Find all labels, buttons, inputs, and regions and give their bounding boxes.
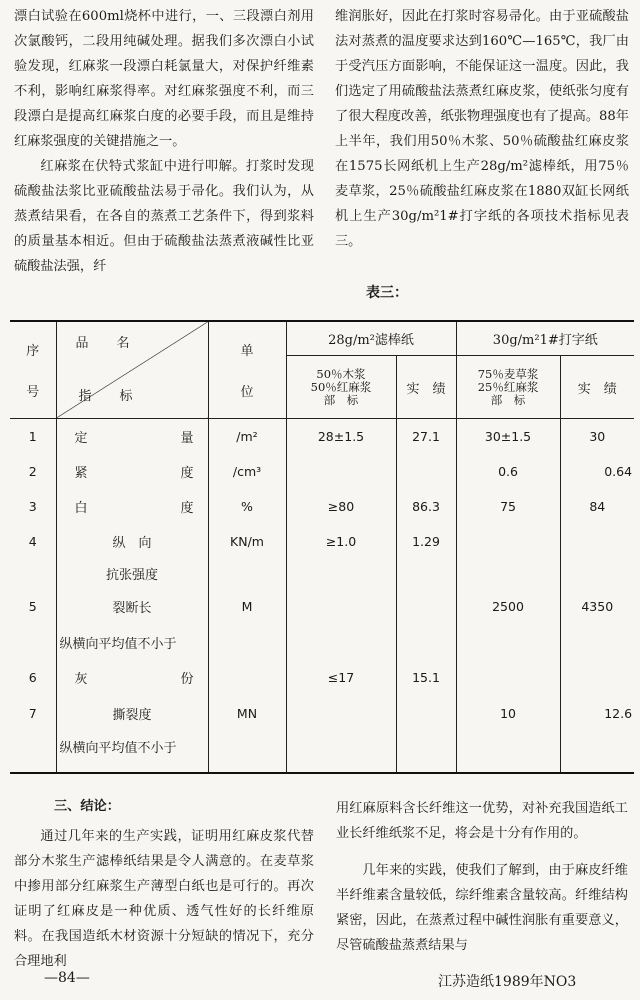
table-caption: 表三： [366, 285, 408, 301]
table-body [10, 419, 634, 773]
row-actual-1 [396, 695, 456, 730]
row-name: 抗张强度 [56, 558, 208, 589]
table-row [10, 660, 634, 695]
header-group2-actual: 实 绩 [560, 356, 634, 419]
header-filter-rod-paper: 28g/m²滤棒纸 [286, 321, 456, 356]
row-seq: 7 [10, 695, 56, 730]
table-row [10, 419, 634, 454]
row-unit: M [208, 589, 286, 624]
table-row [10, 695, 634, 730]
header-product-name: 品名 [75, 336, 158, 351]
table-row [10, 589, 634, 624]
row-actual-2: 4350 [560, 589, 634, 624]
row-unit: KN/m [208, 525, 286, 558]
header-indicator: 指标 [78, 389, 161, 404]
row-actual-2: 0.64 [560, 454, 634, 489]
row-actual-1: 27.1 [396, 419, 456, 454]
row-actual-2: 30 [560, 419, 634, 454]
row-seq: 3 [10, 489, 56, 524]
header-diagonal [56, 321, 208, 419]
row-name: 纵横向平均值不小于 [56, 731, 208, 773]
table-row [10, 489, 634, 524]
left-column-bottom [14, 796, 314, 974]
row-name: 纵 向 [56, 525, 208, 558]
section-heading-conclusion: 三、结论： [54, 799, 120, 814]
row-standard-2 [456, 525, 560, 558]
row-name: 撕裂度 [56, 695, 208, 730]
row-unit: /cm³ [208, 454, 286, 489]
header-group1-standard: 50％木浆 50％红麻浆 部 标 [286, 356, 396, 419]
row-unit [208, 660, 286, 695]
row-standard-1: ≥1.0 [286, 525, 396, 558]
row-name: 定 量 [56, 419, 208, 454]
header-seq: 序 号 [10, 321, 56, 419]
row-standard-1 [286, 589, 396, 624]
row-standard-2: 30±1.5 [456, 419, 560, 454]
row-actual-2: 84 [560, 489, 634, 524]
row-standard-1: ≤17 [286, 660, 396, 695]
row-standard-2: 75 [456, 489, 560, 524]
paragraph-conclusion: 通过几年来的生产实践，证明用红麻皮浆代替部分木浆生产滤棒纸结果是令人满意的。在麦草浆中掺用部分红麻浆生产薄型白纸也是可行的。再次证明了红麻皮是一种优质、透气性好的长纤维原料。在我国造纸木材资源十分短缺的情况下，充分合理地利 [14, 829, 314, 969]
header-group1-actual: 实 绩 [396, 356, 456, 419]
header-typing-paper: 30g/m²1#打字纸 [456, 321, 634, 356]
table-row [10, 558, 634, 589]
row-unit: /m² [208, 419, 286, 454]
row-name: 纵横向平均值不小于 [56, 625, 208, 660]
row-actual-1: 15.1 [396, 660, 456, 695]
header-unit: 单 位 [208, 321, 286, 419]
row-standard-2 [456, 660, 560, 695]
row-standard-1: ≥80 [286, 489, 396, 524]
row-standard-1: 28±1.5 [286, 419, 396, 454]
left-column-top [14, 4, 314, 279]
table-row [10, 454, 634, 489]
row-actual-1: 1.29 [396, 525, 456, 558]
right-column-top [335, 4, 629, 254]
row-name: 灰 份 [56, 660, 208, 695]
paragraph-beating: 红麻浆在伏特式浆缸中进行叩解。打浆时发现硫酸盐法浆比亚硫酸盐法易于帚化。我们认为，从蒸煮结果看，在各自的蒸煮工艺条件下，得到浆料的质量基本相近。但由于硫酸盐法蒸煮液碱性比亚硫酸盐法强，纤 [14, 159, 314, 274]
row-name: 裂断长 [56, 589, 208, 624]
row-name: 白 度 [56, 489, 208, 524]
row-actual-2 [560, 660, 634, 695]
table-header [10, 321, 634, 419]
row-actual-1 [396, 589, 456, 624]
row-actual-1: 86.3 [396, 489, 456, 524]
paragraph-bleaching: 漂白试验在600ml烧杯中进行，一、三段漂白剂用次氯酸钙，二段用纯碱处理。据我们多次漂白小试验发现，红麻浆一段漂白耗氯量大，对保护纤维素不利，影响红麻浆得率。对红麻浆强度不利，而三段漂白是提高红麻浆白度的必要手段，而且是维持红麻浆强度的关键措施之一。 [14, 9, 314, 149]
row-seq: 2 [10, 454, 56, 489]
row-seq: 1 [10, 419, 56, 454]
row-standard-1 [286, 695, 396, 730]
row-actual-1 [396, 454, 456, 489]
row-seq: 5 [10, 589, 56, 624]
page-number: —84— [44, 970, 90, 986]
paragraph-conclusion-continued: 用红麻原料含长纤维这一优势，对补充我国造纸工业长纤维纸浆不足，将会是十分有作用的。 [336, 801, 628, 841]
row-standard-2: 10 [456, 695, 560, 730]
table-row [10, 625, 634, 660]
row-standard-2: 0.6 [456, 454, 560, 489]
header-group2-standard: 75％麦草浆 25％红麻浆 部 标 [456, 356, 560, 419]
row-standard-1 [286, 454, 396, 489]
row-seq: 6 [10, 660, 56, 695]
table-row [10, 731, 634, 773]
paragraph-practice: 几年来的实践，使我们了解到，由于麻皮纤维半纤维素含量较低，综纤维素含量较高。纤维结构紧密，因此，在蒸煮过程中碱性润胀有重要意义，尽管硫酸盐蒸煮结果与 [336, 863, 628, 953]
row-unit: % [208, 489, 286, 524]
spec-table [10, 320, 634, 774]
table-row [10, 525, 634, 558]
row-name: 紧 度 [56, 454, 208, 489]
row-actual-2: 12.6 [560, 695, 634, 730]
journal-info: 江苏造纸1989年NO3 [438, 974, 577, 990]
row-unit: MN [208, 695, 286, 730]
right-column-bottom [336, 796, 628, 958]
row-seq: 4 [10, 525, 56, 558]
paragraph-cooking: 维润胀好，因此在打浆时容易帚化。由于亚硫酸盐法对蒸煮的温度要求达到160℃—165℃，我厂由于受汽压方面影响，不能保证这一温度。因此，我们选定了用硫酸盐法蒸煮红麻皮浆，使纸张匀度有了很大程度改善，纸张物理强度也有了提高。88年上半年，我们用50％木浆、50％硫酸盐红麻皮浆在1575长网纸机上生产28g/m²滤棒纸，用75％麦草浆，25％硫酸盐红麻皮浆在1880双缸长网纸机上生产30g/m²1#打字纸的各项技术指标见表三。 [335, 9, 629, 249]
row-standard-2: 2500 [456, 589, 560, 624]
row-actual-2 [560, 525, 634, 558]
